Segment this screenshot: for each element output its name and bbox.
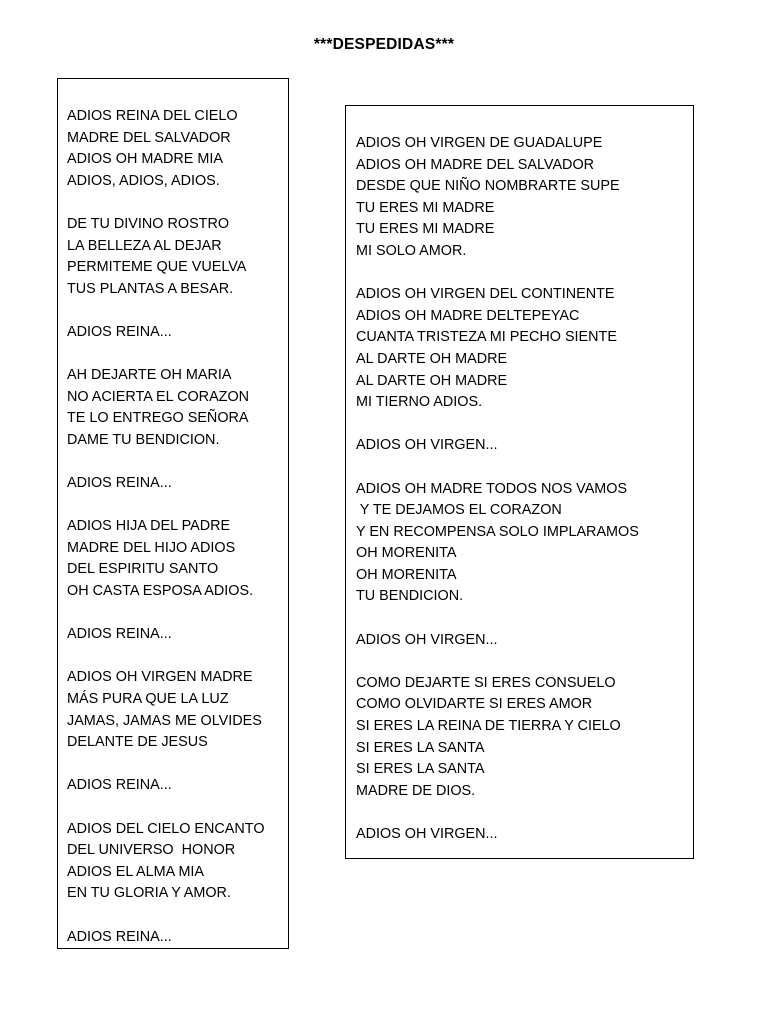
stanza (67, 106, 288, 192)
lyric-line: AH DEJARTE OH MARIA (67, 367, 232, 384)
lyric-line: ADIOS OH MADRE TODOS NOS VAMOS (356, 480, 628, 497)
lyric-line: MADRE DEL SALVADOR (67, 129, 231, 146)
lyric-line: ADIOS OH MADRE DEL SALVADOR (356, 156, 595, 173)
lyric-line: ADIOS OH VIRGEN... (356, 437, 498, 454)
stanza (356, 673, 693, 803)
stanza (356, 284, 693, 414)
lyric-line: MÁS PURA QUE LA LUZ (67, 691, 229, 708)
lyric-line: MI TIERNO ADIOS. (356, 394, 483, 411)
lyric-line: NO ACIERTA EL CORAZON (67, 388, 250, 405)
lyric-line: ADIOS REINA... (67, 777, 172, 794)
lyric-line: ADIOS OH VIRGEN MADRE (67, 669, 253, 686)
lyric-line: AL DARTE OH MADRE (356, 350, 508, 367)
lyric-line: ADIOS REINA... (67, 626, 172, 643)
lyric-line: AL DARTE OH MADRE (356, 372, 508, 389)
lyric-line: MADRE DEL HIJO ADIOS (67, 539, 236, 556)
lyric-line: PERMITEME QUE VUELVA (67, 259, 247, 276)
stanza (67, 473, 288, 495)
lyric-line: DAME TU BENDICION. (67, 431, 220, 448)
stanza (67, 624, 288, 646)
lyric-line: ADIOS, ADIOS, ADIOS. (67, 172, 220, 189)
lyric-line: MADRE DE DIOS. (356, 782, 476, 799)
page-title: ***DESPEDIDAS*** (313, 36, 455, 53)
lyric-line: COMO OLVIDARTE SI ERES AMOR (356, 696, 593, 713)
lyric-line: TU BENDICION. (356, 588, 464, 605)
stanza (67, 819, 288, 905)
stanza (356, 824, 693, 846)
stanza (67, 927, 288, 949)
lyric-line: SI ERES LA REINA DE TIERRA Y CIELO (356, 718, 621, 735)
lyric-line: OH MORENITA (356, 566, 457, 583)
stanza (356, 435, 693, 457)
lyric-line: ADIOS HIJA DEL PADRE (67, 518, 231, 535)
lyric-line: MI SOLO AMOR. (356, 242, 467, 259)
stanza (67, 365, 288, 451)
stanza (67, 667, 288, 753)
lyric-line: DEL ESPIRITU SANTO (67, 561, 219, 578)
lyric-line: TU ERES MI MADRE (356, 221, 495, 238)
lyric-line: OH MORENITA (356, 545, 457, 562)
lyric-line: ADIOS OH VIRGEN DE GUADALUPE (356, 135, 603, 151)
lyric-line: ADIOS EL ALMA MIA (67, 863, 205, 880)
lyric-line: ADIOS REINA... (67, 475, 172, 492)
lyric-line: SI ERES LA SANTA (356, 739, 485, 756)
lyric-line: JAMAS, JAMAS ME OLVIDES (67, 712, 262, 729)
lyric-line: ADIOS OH MADRE DELTEPEYAC (356, 307, 580, 324)
lyric-line: ADIOS REINA... (67, 323, 172, 340)
lyric-line: DELANTE DE JESUS (67, 734, 208, 751)
lyric-line: ADIOS OH MADRE MIA (67, 151, 223, 168)
lyric-line: ADIOS REINA DEL CIELO (67, 108, 238, 124)
stanza (356, 133, 693, 263)
stanza (356, 479, 693, 609)
lyric-line: ADIOS REINA... (67, 928, 172, 945)
lyric-line: LA BELLEZA AL DEJAR (67, 237, 222, 254)
stanza (67, 775, 288, 797)
lyric-line: Y EN RECOMPENSA SOLO IMPLARAMOS (356, 523, 639, 540)
lyric-line: SI ERES LA SANTA (356, 761, 485, 778)
stanza (356, 630, 693, 652)
lyric-line: ADIOS OH VIRGEN... (356, 631, 498, 648)
lyric-line: TU ERES MI MADRE (356, 199, 495, 216)
lyric-line: TUS PLANTAS A BESAR. (67, 280, 234, 297)
lyric-line: OH CASTA ESPOSA ADIOS. (67, 583, 254, 600)
lyric-line: Y TE DEJAMOS EL CORAZON (356, 502, 562, 519)
lyric-line: ADIOS DEL CIELO ENCANTO (67, 820, 265, 837)
lyric-line: COMO DEJARTE SI ERES CONSUELO (356, 674, 616, 691)
stanza (67, 516, 288, 602)
lyrics-box-right (345, 105, 694, 859)
lyric-line: DEL UNIVERSO HONOR (67, 842, 236, 859)
lyric-line: TE LO ENTREGO SEÑORA (67, 410, 249, 427)
lyric-line: ADIOS OH VIRGEN... (356, 826, 498, 842)
lyrics-box-left (57, 78, 289, 949)
lyric-line: EN TU GLORIA Y AMOR. (67, 885, 231, 902)
lyric-line: ADIOS OH VIRGEN DEL CONTINENTE (356, 286, 615, 303)
lyric-line: CUANTA TRISTEZA MI PECHO SIENTE (356, 329, 617, 346)
lyric-line: DE TU DIVINO ROSTRO (67, 215, 230, 232)
stanza (67, 214, 288, 300)
stanza (67, 322, 288, 344)
lyric-line: DESDE QUE NIÑO NOMBRARTE SUPE (356, 178, 620, 195)
